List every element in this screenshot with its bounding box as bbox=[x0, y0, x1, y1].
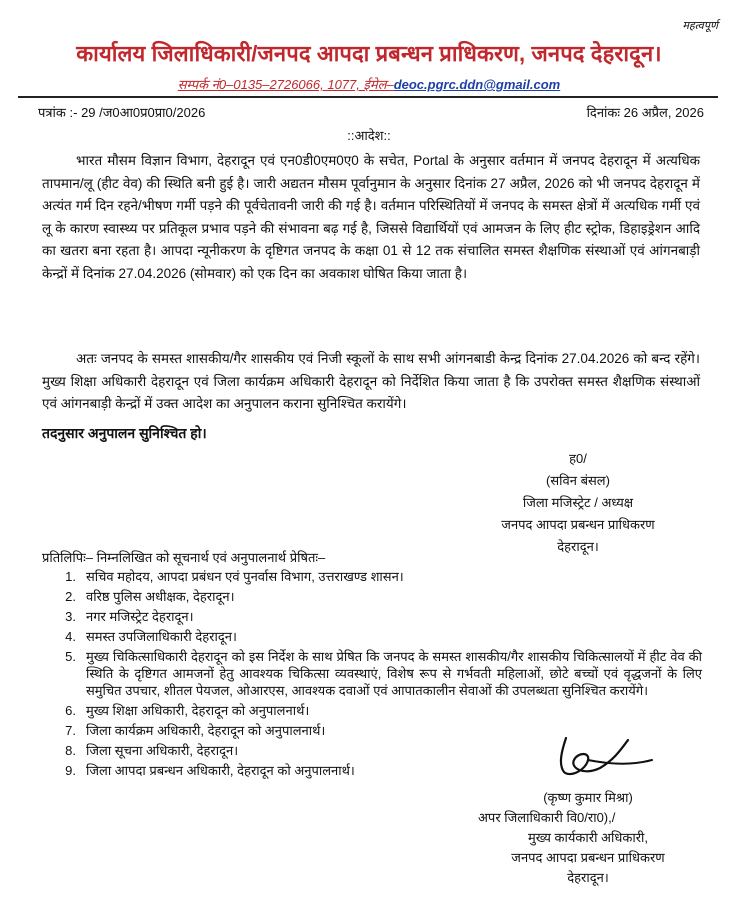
list-item bbox=[42, 608, 702, 625]
signatory-2-name: (कृष्ण कुमार मिश्रा) bbox=[543, 790, 633, 805]
copy-heading: प्रतिलिपिः– निम्नलिखित को सूचनार्थ एवं अनुपालनार्थ प्रेषितः– bbox=[42, 550, 326, 565]
list-item bbox=[42, 588, 702, 605]
list-item-number: 3. bbox=[65, 609, 76, 624]
list-item bbox=[42, 648, 702, 699]
signatory-2-place: देहरादून। bbox=[567, 870, 609, 885]
list-item bbox=[42, 702, 702, 719]
signatory-2-designation-2: मुख्य कार्यकारी अधिकारी, bbox=[527, 830, 648, 845]
list-item-number: 2. bbox=[65, 589, 76, 604]
body-paragraph-2: अतः जनपद के समस्त शासकीय/गैर शासकीय एवं निजी स्कूलों के साथ सभी आंगनबाडी केन्द्र दिनांक 27.04.2026 को बन्द रहेंगे। मुख्य शिक्षा अधिकारी देहरादून एवं जिला कार्यक्रम अधिकारी देहरादून को निर्देशित किया जाता है कि उपरोक्त समस्त शैक्षणिक संस्थाओं एवं आंगनबाड़ी केन्द्रों में उक्त आदेश का अनुपालन कराना सुनिश्चित करायेंगे। bbox=[42, 351, 700, 411]
list-item-number: 5. bbox=[65, 649, 76, 664]
signatory-2-org: जनपद आपदा प्रबन्धन प्राधिकरण bbox=[511, 850, 665, 865]
signatory-block-1 bbox=[478, 448, 678, 558]
list-item-text: जिला कार्यक्रम अधिकारी, देहरादून को अनुपालनार्थ। bbox=[86, 723, 326, 738]
office-title: कार्यालय जिलाधिकारी/जनपद आपदा प्रबन्धन प्राधिकरण, जनपद देहरादून। bbox=[76, 41, 662, 66]
list-item-text: मुख्य चिकित्साधिकारी देहरादून को इस निर्देश के साथ प्रेषित कि जनपद के समस्त शासकीय/गैर शासकीय चिकित्सालयों में हीट वेव की स्थिति के दृष्टिगत आमजनों हेतु आवश्यक चिकित्सा व्यवस्थाएं, विशेष रूप से गर्भवती महिलाओं, छोटे बच्चों एवं वृद्धजनों के लिए समुचित उपचार, शीतल पेयजल, ओआरएस, आवश्यक दवाओं एवं आपातकालीन सेवाओं की उपलब्धता सुनिश्चित करायेंगे। bbox=[86, 649, 702, 698]
signatory-1-name: (सविन बंसल) bbox=[546, 473, 610, 488]
header-divider bbox=[18, 96, 718, 98]
order-heading: ::आदेश:: bbox=[347, 128, 391, 143]
priority-tag: महत्वपूर्ण bbox=[682, 20, 718, 32]
reference-number: पत्रांक :- 29 /ज0आ0प्र0प्रा0/2026 bbox=[38, 105, 206, 120]
list-item-text: समस्त उपजिलाधिकारी देहरादून। bbox=[86, 629, 237, 644]
list-item-number: 9. bbox=[65, 763, 76, 778]
list-item-number: 6. bbox=[65, 703, 76, 718]
signatory-block-2 bbox=[478, 788, 698, 888]
list-item-text: जिला सूचना अधिकारी, देहरादून। bbox=[86, 743, 239, 758]
signatory-1-org: जनपद आपदा प्रबन्धन प्राधिकरण bbox=[501, 517, 655, 532]
list-item bbox=[42, 568, 702, 585]
list-item-number: 7. bbox=[65, 723, 76, 738]
list-item-text: जिला आपदा प्रबन्धन अधिकारी, देहरादून को अनुपालनार्थ। bbox=[86, 763, 355, 778]
list-item-text: सचिव महोदय, आपदा प्रबंधन एवं पुनर्वास विभाग, उत्तराखण्ड शासन। bbox=[86, 569, 404, 584]
list-item-number: 1. bbox=[65, 569, 76, 584]
document-date: दिनांकः 26 अप्रैल, 2026 bbox=[586, 105, 704, 120]
email-link[interactable]: deoc.pgrc.ddn@gmail.com bbox=[393, 77, 561, 92]
body-paragraph-1: भारत मौसम विज्ञान विभाग, देहरादून एवं एन0डी0एम0ए0 के सचेत, Portal के अनुसार वर्तमान में जनपद देहरादून में अत्यधिक तापमान/लू (हीट वेव) की स्थिति बनी हुई है। जारी अद्यतन मौसम पूर्वानुमान के अनुसार दिनांक 27 अप्रैल, 2026 को भी जनपद देहरादून में अत्यंत गर्म दिन रहने/भीषण गर्मी पड़ने की पूर्वचेतावनी जारी की गई है। वर्तमान परिस्थितियों में जनपद के समस्त क्षेत्रों में अत्यधिक गर्मी एवं लू के कारण स्वास्थ्य पर प्रतिकूल प्रभाव पड़ने की संभावना बढ़ गई है, जिससे विद्यार्थियों एवं आमजन के लिए हीट स्ट्रोक, डिहाइड्रेशन आदि का खतरा बना रहता है। आपदा न्यूनीकरण के दृष्टिगत जनपद के कक्षा 01 से 12 तक संचालित समस्त शैक्षणिक संस्थाओं एवं आंगनबाड़ी केन्द्रों में दिनांक 27.04.2026 (सोमवार) को एक दिन का अवकाश घोषित किया जाता है। bbox=[42, 153, 700, 281]
closing-line: तदनुसार अनुपालन सुनिश्चित हो। bbox=[42, 425, 207, 441]
handwritten-signature-icon bbox=[548, 730, 658, 785]
list-item-text: नगर मजिस्ट्रेट देहरादून। bbox=[86, 609, 194, 624]
list-item bbox=[42, 628, 702, 645]
contact-label: सम्पर्क नं0–0135–2726066, 1077, ईमेल– bbox=[177, 77, 394, 92]
list-item-number: 4. bbox=[65, 629, 76, 644]
signed-mark: ह0/ bbox=[569, 451, 587, 466]
signatory-1-designation: जिला मजिस्ट्रेट / अध्यक्ष bbox=[522, 495, 634, 510]
list-item-number: 8. bbox=[65, 743, 76, 758]
signatory-2-designation-1: अपर जिलाधिकारी वि0/रा0),/ bbox=[478, 810, 616, 825]
list-item-text: वरिष्ठ पुलिस अधीक्षक, देहरादून। bbox=[86, 589, 235, 604]
contact-line bbox=[0, 75, 738, 93]
list-item-text: मुख्य शिक्षा अधिकारी, देहरादून को अनुपालनार्थ। bbox=[86, 703, 310, 718]
signatory-1-place: देहरादून। bbox=[557, 539, 599, 554]
